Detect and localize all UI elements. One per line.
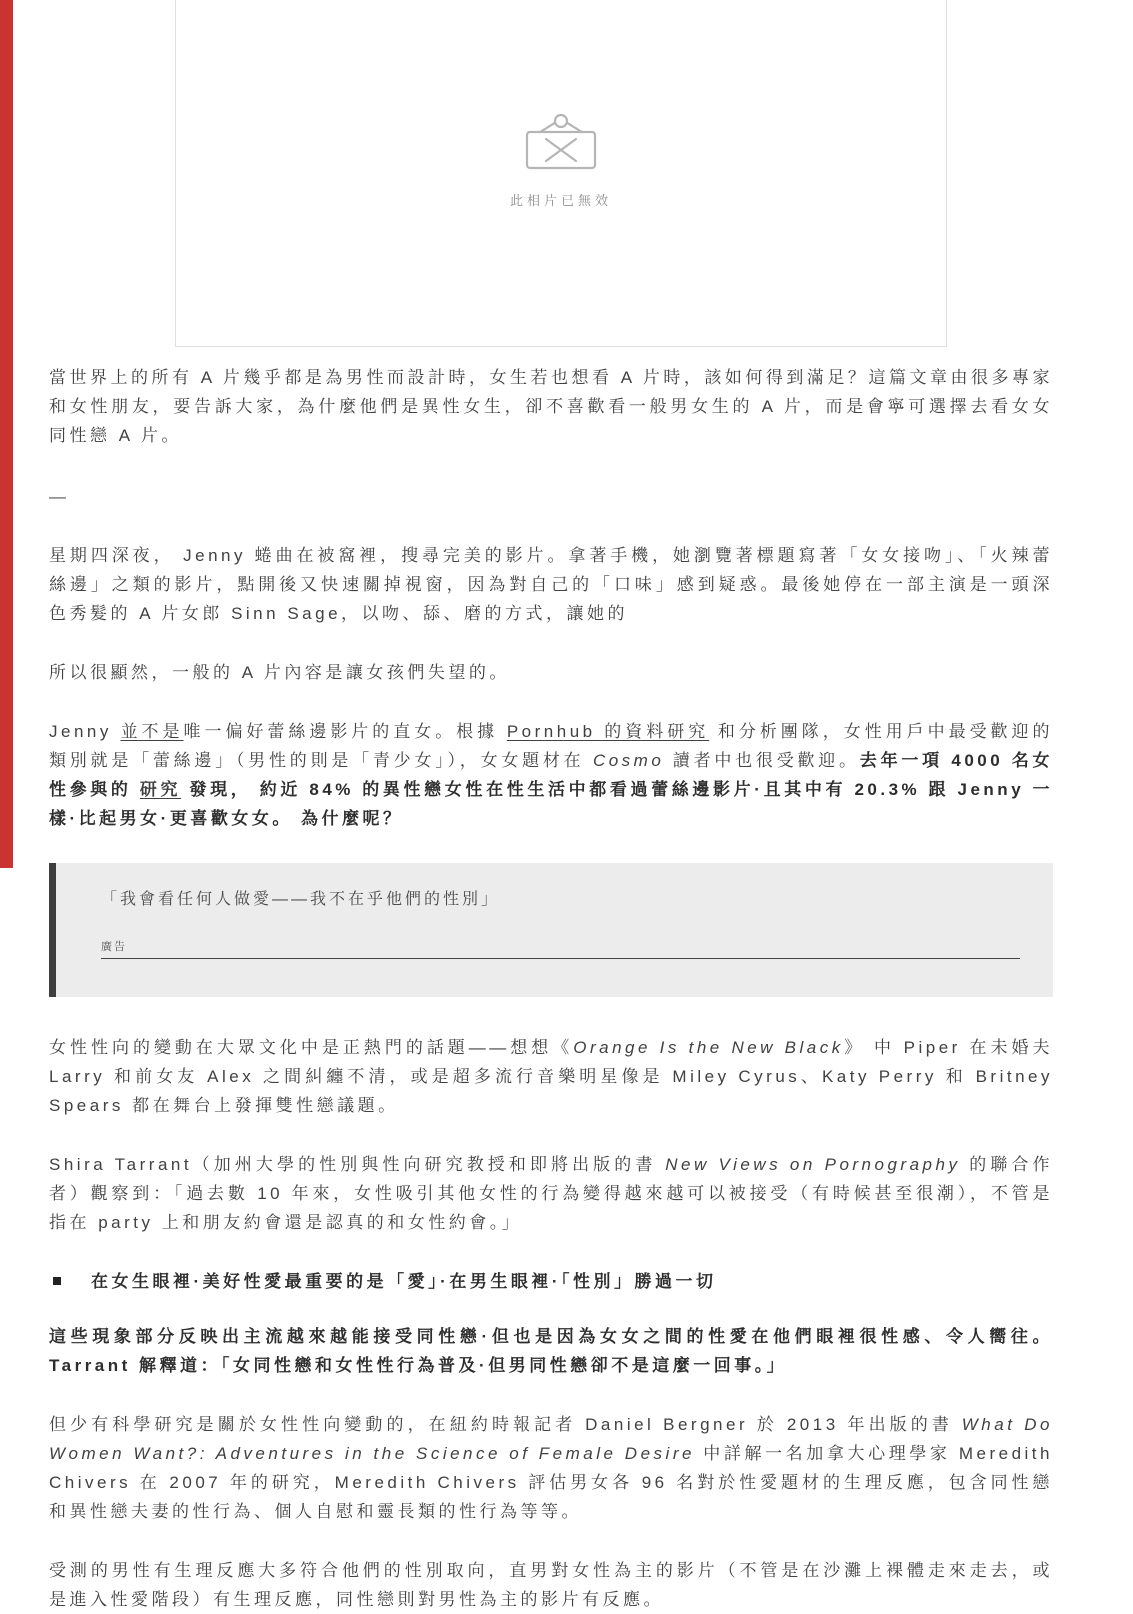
paragraph xyxy=(49,1322,1053,1380)
text-run: 唯一偏好蕾絲邊影片的直女。根據 xyxy=(183,722,507,741)
paragraph xyxy=(49,363,1053,450)
article-body xyxy=(49,363,1053,1614)
text-run: Orange Is the New Black xyxy=(573,1038,844,1057)
article-section-bottom xyxy=(49,1033,1053,1614)
text-run: What Do Women Want?: Adventures in the Science of Female Desire xyxy=(49,1415,1053,1463)
text-run: 這些現象部分反映出主流越來越能接受同性戀·但也是因為女女之間的性愛在他們眼裡很性感、令人嚮往。Tarrant 解釋道：「女同性戀和女性性行為普及·但男同性戀卻不是這麼一回事。」 xyxy=(49,1327,1053,1375)
paragraph xyxy=(49,717,1053,833)
text-run: 和分析團隊，女性用戶中最受歡迎的類別就是「蕾絲邊」（男性的則是「青少女」），女女題材在 xyxy=(49,722,1054,770)
text-run: 》 中 Piper 在未婚夫 Larry 和前女友 Alex 之間糾纏不清，或是超多流行音樂明星像是 Miley Cyrus、Katy Perry 和 Britney Spears 都在舞台上發揮雙性戀議題。 xyxy=(49,1038,1054,1115)
bullet-text xyxy=(91,1267,716,1296)
invalid-photo-label: 此相片已無效 xyxy=(509,193,612,208)
text-run: 受測的男性有生理反應大多符合他們的性別取向，直男對女性為主的影片（不管是在沙灘上裸體走來走去，或是進入性愛階段）有生理反應，同性戀則對男性為主的影片有反應。 xyxy=(49,1561,1053,1609)
text-run: 所以很顯然，一般的 A 片內容是讓女孩們失望的。 xyxy=(49,663,510,682)
ad-label: 廣告 xyxy=(101,941,127,953)
text-run: Jenny xyxy=(49,722,121,741)
invalid-photo-icon-wrap xyxy=(510,113,612,209)
paragraph xyxy=(49,1033,1053,1120)
quote-block xyxy=(49,863,1053,997)
text-run: 跟 Jenny 一樣·比起男女·更喜歡女女。 為什麼呢？ xyxy=(49,780,1054,828)
paragraph xyxy=(49,1556,1053,1614)
article-section-top xyxy=(49,363,1053,833)
text-run: 20.3% xyxy=(854,780,921,799)
text-run: 星期四深夜， Jenny 蜷曲在被窩裡，搜尋完美的影片。拿著手機，她瀏覽著標題寫著「女女接吻」、「火辣蕾絲邊」之類的影片，點開後又快速關掉視窗，因為對自己的「口味」感到疑惑。最後她停在一部主演是一頭深色秀髮的 A 片女郎 Sinn Sage，以吻、舔、磨的方式，讓她的 xyxy=(49,546,1053,623)
inline-link[interactable]: Pornhub 的資料研究 xyxy=(506,722,710,741)
text-run: 女性性向的變動在大眾文化中是正熱門的話題——想想《 xyxy=(49,1038,574,1057)
ad-divider xyxy=(101,937,1020,959)
broken-photo-icon xyxy=(521,113,601,176)
paragraph xyxy=(49,1150,1053,1237)
text-run: 的聯合作者）觀察到：「過去數 10 年來，女性吸引其他女性的行為變得越來越可以被接受（有時候甚至很潮），不管是指在 party 上和朋友約會還是認真的和女性約會。」 xyxy=(49,1155,1053,1232)
red-scroll-marker xyxy=(0,0,13,868)
text-run: 84% xyxy=(309,780,354,799)
text-run: 但少有科學研究是關於女性性向變動的，在紐約時報記者 Daniel Bergner 於 2013 年出版的書 xyxy=(49,1415,962,1434)
paragraph xyxy=(49,541,1053,628)
text-run: 發現， 約近 xyxy=(181,780,310,799)
text-run: 去年一項 4000 名女性參與的 xyxy=(49,751,1053,799)
text-run: 中詳解一名加拿大心理學家 Meredith Chivers 在 2007 年的研究，Meredith Chivers 評估男女各 96 名對於性愛題材的生理反應，包含同性戀和異性戀夫妻的性行為、個人自慰和靈長類的性行為等等。 xyxy=(49,1444,1053,1521)
paragraph xyxy=(49,658,1053,687)
text-run: 在女生眼裡·美好性愛最重要的是「愛」·在男生眼裡·「性別」勝過一切 xyxy=(91,1272,717,1291)
text-run: Shira Tarrant（加州大學的性別與性向研究教授和即將出版的書 xyxy=(49,1155,666,1174)
text-run: 的異性戀女性在性生活中都看過蕾絲邊影片·且其中有 xyxy=(353,780,855,799)
bullet-square-icon xyxy=(53,1277,61,1285)
text-run: Cosmo xyxy=(592,751,665,770)
bullet-item xyxy=(49,1267,1053,1296)
text-run: 當世界上的所有 A 片幾乎都是為男性而設計時，女生若也想看 A 片時，該如何得到滿足？這篇文章由很多專家和女性朋友，要告訴大家，為什麼他們是異性女生，卻不喜歡看一般男女生的 A 片，而是會寧可選擇去看女女同性戀 A 片。 xyxy=(49,368,1053,445)
invalid-photo-card xyxy=(175,0,947,347)
text-run: New Views on Pornography xyxy=(665,1155,961,1174)
quote-text: 「我會看任何人做愛——我不在乎他們的性別」 xyxy=(101,891,501,908)
inline-link[interactable]: 並不是 xyxy=(120,722,184,741)
text-run: 讀者中也很受歡迎。 xyxy=(664,751,860,770)
inline-link[interactable]: 研究 xyxy=(139,780,182,799)
dash-separator: — xyxy=(49,487,70,506)
paragraph xyxy=(49,1410,1053,1526)
